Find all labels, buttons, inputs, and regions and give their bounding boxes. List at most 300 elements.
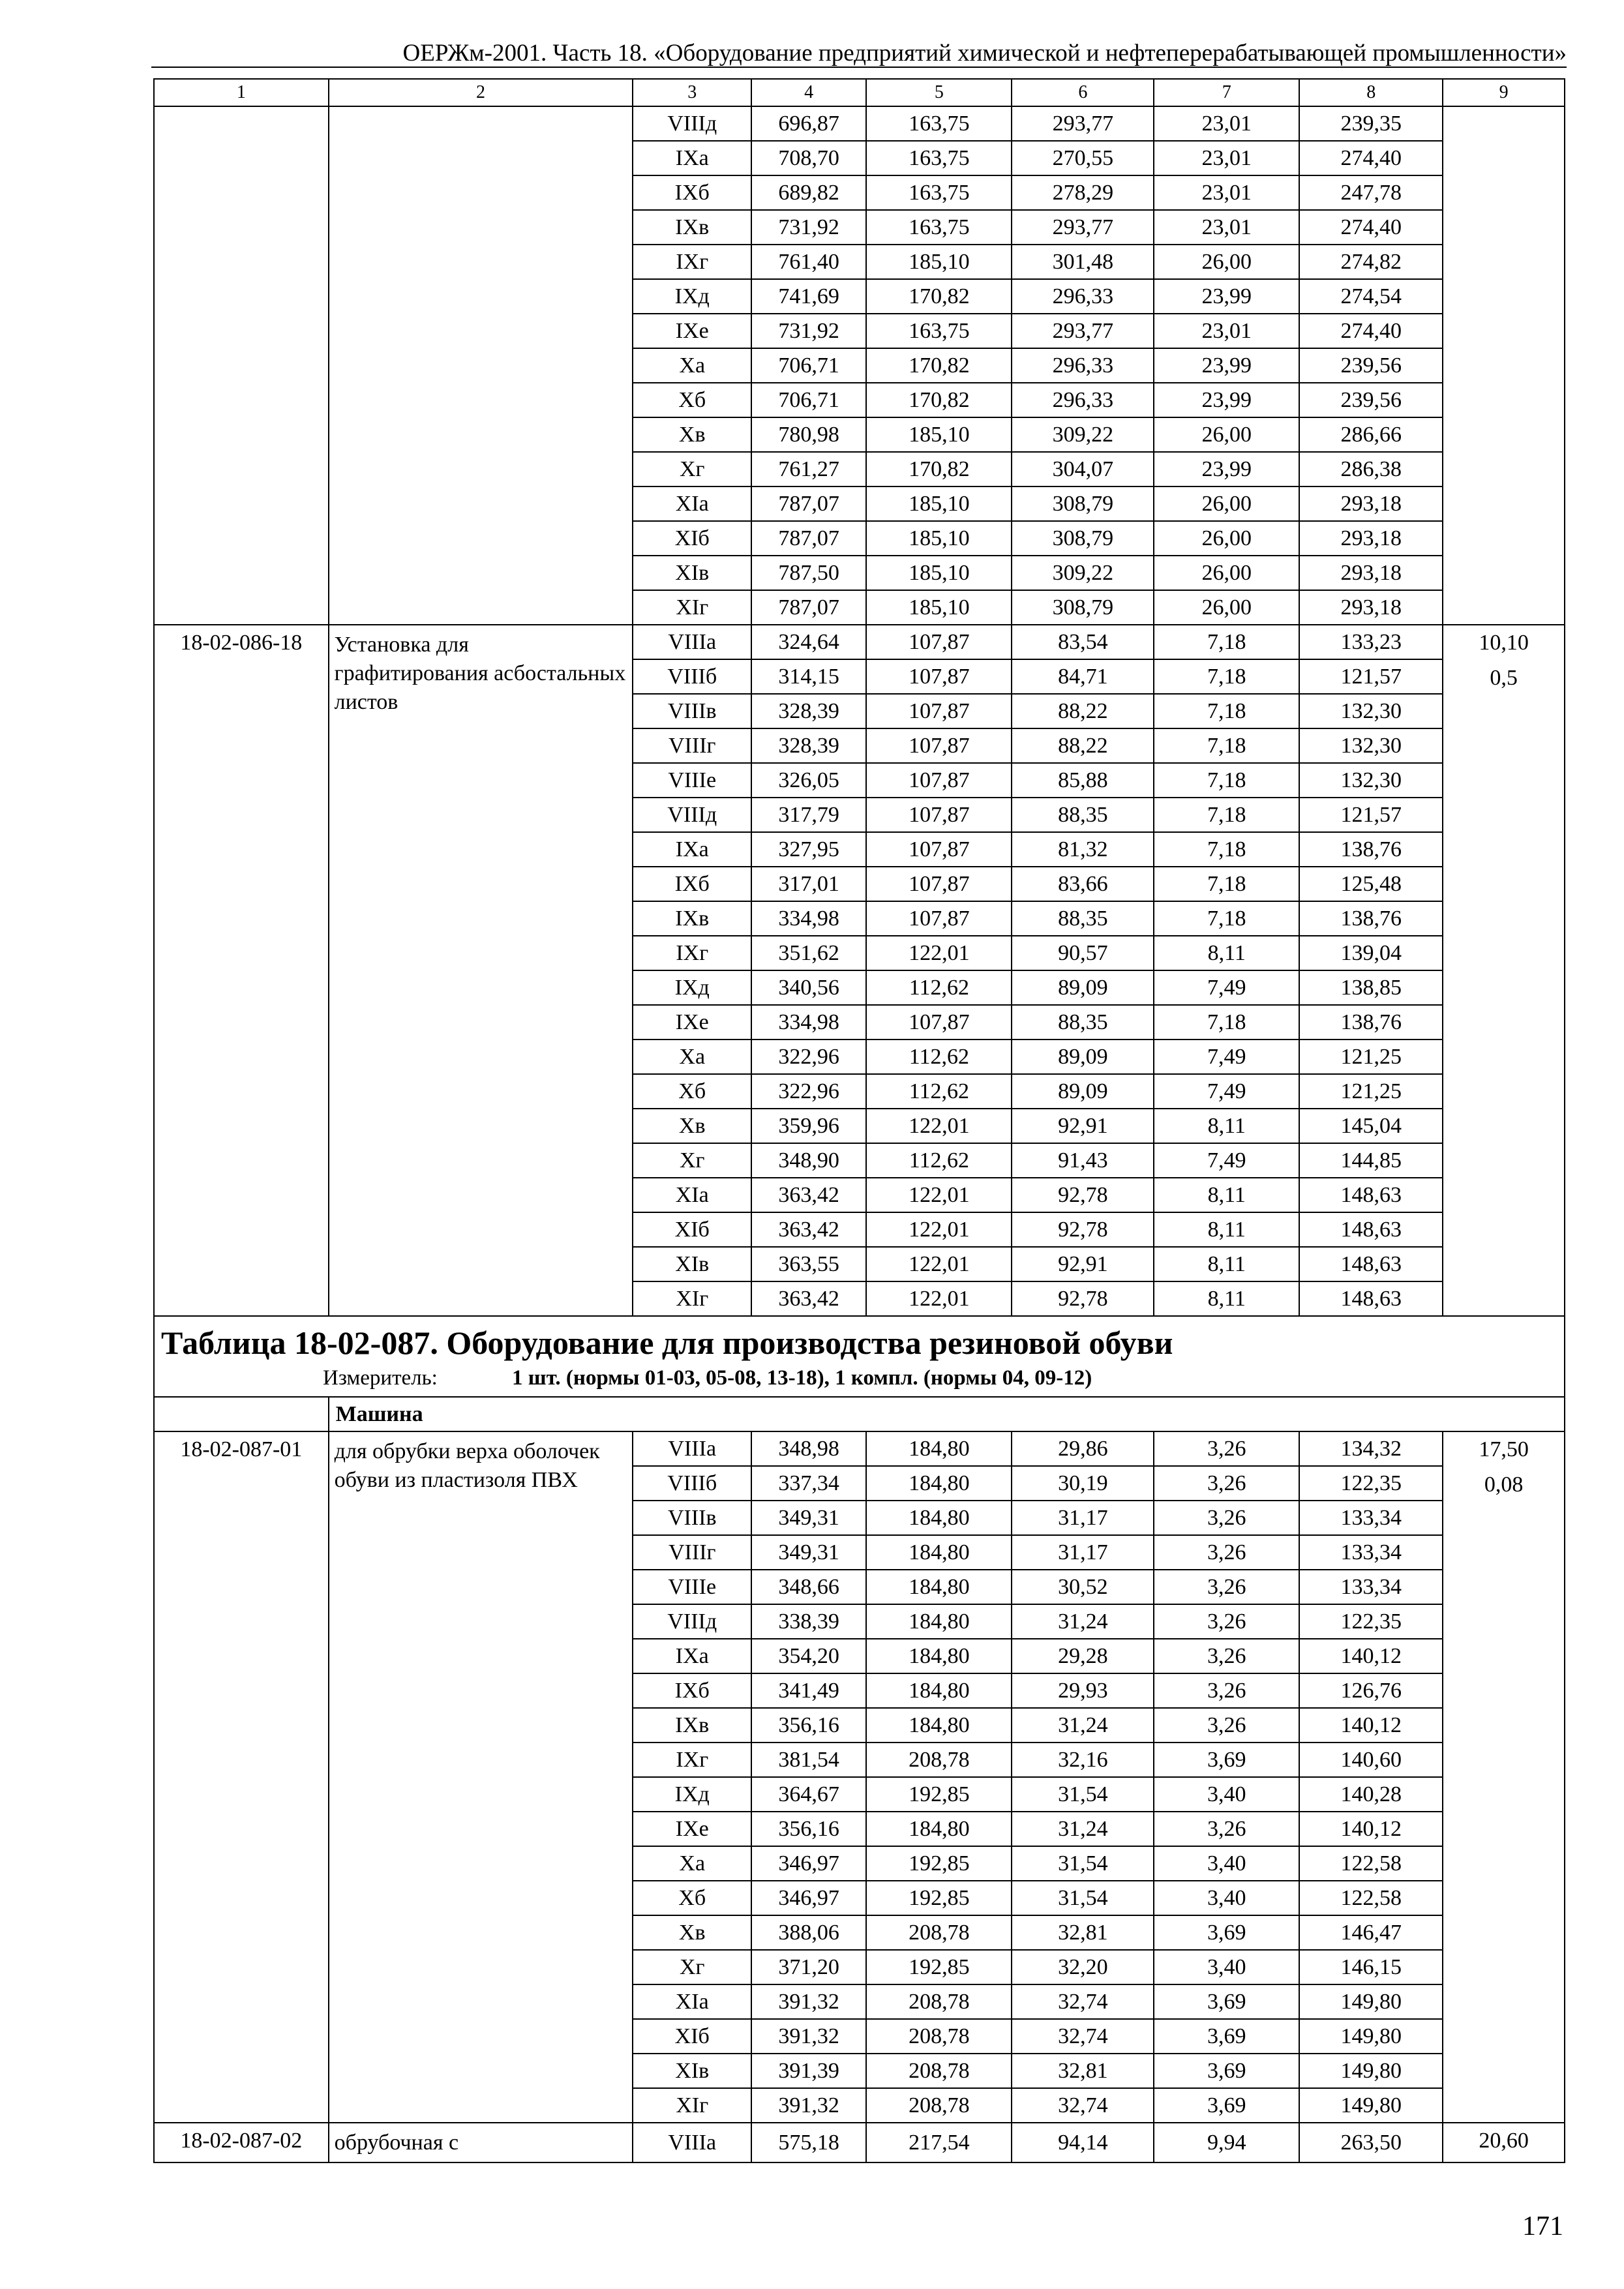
value-cell: 163,75 [866,141,1012,175]
value-cell: 184,80 [866,1535,1012,1570]
value-cell: 192,85 [866,1846,1012,1881]
value-cell: 301,48 [1012,245,1154,279]
value-cell: 356,16 [751,1812,866,1846]
value-cell: 7,18 [1154,867,1299,901]
value-cell: 112,62 [866,1040,1012,1074]
note-value: 10,10 [1479,631,1529,655]
zone-cell: VIIIг [633,1535,751,1570]
notes-cell [1443,2123,1565,2162]
value-cell: 326,05 [751,763,866,798]
zone-cell: IXг [633,245,751,279]
zone-cell: XIг [633,1281,751,1316]
value-cell: 88,22 [1012,694,1154,728]
value-cell: 348,98 [751,1431,866,1466]
value-cell: 317,01 [751,867,866,901]
value-cell: 274,40 [1299,210,1443,245]
value-cell: 185,10 [866,521,1012,556]
zone-cell: Xб [633,1881,751,1915]
value-cell: 3,26 [1154,1639,1299,1673]
value-cell: 7,18 [1154,659,1299,694]
value-cell: 184,80 [866,1673,1012,1708]
value-cell: 107,87 [866,901,1012,936]
value-cell: 122,01 [866,1178,1012,1212]
zone-cell: XIа [633,1178,751,1212]
value-cell: 144,85 [1299,1143,1443,1178]
value-cell: 8,11 [1154,1178,1299,1212]
value-cell: 334,98 [751,1005,866,1040]
value-cell: 23,01 [1154,210,1299,245]
value-cell: 308,79 [1012,521,1154,556]
value-cell: 185,10 [866,556,1012,590]
zone-cell: VIIIб [633,659,751,694]
value-cell: 133,23 [1299,625,1443,659]
zone-cell: VIIIе [633,763,751,798]
table-row [154,106,1565,141]
zone-cell: Xб [633,1074,751,1109]
zone-cell: IXг [633,1743,751,1777]
value-cell: 133,34 [1299,1535,1443,1570]
value-cell: 274,40 [1299,314,1443,348]
value-cell: 324,64 [751,625,866,659]
value-cell: 359,96 [751,1109,866,1143]
zone-cell: IXб [633,867,751,901]
value-cell: 23,01 [1154,314,1299,348]
table-row [154,1431,1565,1466]
column-number: 8 [1299,79,1443,106]
value-cell: 107,87 [866,728,1012,763]
value-cell: 8,11 [1154,1281,1299,1316]
value-cell: 31,54 [1012,1881,1154,1915]
zone-cell: Xа [633,348,751,383]
value-cell: 29,86 [1012,1431,1154,1466]
value-cell: 708,70 [751,141,866,175]
value-cell: 575,18 [751,2123,866,2162]
value-cell: 8,11 [1154,936,1299,970]
zone-cell: IXд [633,970,751,1005]
zone-cell: Xв [633,1109,751,1143]
value-cell: 346,97 [751,1881,866,1915]
value-cell: 132,30 [1299,694,1443,728]
value-cell: 293,18 [1299,521,1443,556]
value-cell: 122,01 [866,1212,1012,1247]
value-cell: 163,75 [866,210,1012,245]
value-cell: 348,66 [751,1570,866,1604]
value-cell: 388,06 [751,1915,866,1950]
value-cell: 371,20 [751,1950,866,1984]
norm-name: обрубочная с [329,2123,633,2162]
zone-cell: Xв [633,417,751,452]
value-cell: 296,33 [1012,279,1154,314]
value-cell: 112,62 [866,970,1012,1005]
value-cell: 787,50 [751,556,866,590]
zone-cell: Xг [633,452,751,486]
value-cell: 293,18 [1299,556,1443,590]
value-cell: 148,63 [1299,1178,1443,1212]
value-cell: 3,69 [1154,2054,1299,2088]
unit-line [161,1364,1557,1392]
value-cell: 274,82 [1299,245,1443,279]
value-cell: 328,39 [751,728,866,763]
zone-cell: Xв [633,1915,751,1950]
value-cell: 3,26 [1154,1604,1299,1639]
note-value: 0,5 [1490,665,1518,690]
value-cell: 112,62 [866,1074,1012,1109]
running-header [151,38,1567,68]
note-value: 20,60 [1479,2129,1529,2153]
value-cell: 83,54 [1012,625,1154,659]
table-row [154,625,1565,659]
value-cell: 7,49 [1154,970,1299,1005]
value-cell: 8,11 [1154,1247,1299,1281]
value-cell: 32,81 [1012,1915,1154,1950]
value-cell: 217,54 [866,2123,1012,2162]
column-number: 3 [633,79,751,106]
value-cell: 3,26 [1154,1570,1299,1604]
value-cell: 314,15 [751,659,866,694]
value-cell: 780,98 [751,417,866,452]
value-cell: 7,49 [1154,1040,1299,1074]
zone-cell: Xа [633,1040,751,1074]
value-cell: 8,11 [1154,1212,1299,1247]
value-cell: 278,29 [1012,175,1154,210]
value-cell: 170,82 [866,452,1012,486]
value-cell: 184,80 [866,1708,1012,1743]
table-row [154,2123,1565,2162]
value-cell: 170,82 [866,348,1012,383]
zone-cell: XIв [633,2054,751,2088]
value-cell: 122,58 [1299,1846,1443,1881]
value-cell: 112,62 [866,1143,1012,1178]
value-cell: 391,39 [751,2054,866,2088]
value-cell: 146,15 [1299,1950,1443,1984]
value-cell: 107,87 [866,763,1012,798]
value-cell: 337,34 [751,1466,866,1501]
value-cell: 121,57 [1299,659,1443,694]
value-cell: 122,01 [866,1247,1012,1281]
value-cell: 140,60 [1299,1743,1443,1777]
value-cell: 334,98 [751,901,866,936]
zone-cell: VIIIд [633,1604,751,1639]
column-number: 7 [1154,79,1299,106]
norm-code: 18-02-087-02 [154,2123,329,2162]
value-cell: 132,30 [1299,763,1443,798]
value-cell: 293,77 [1012,210,1154,245]
value-cell: 29,93 [1012,1673,1154,1708]
value-cell: 185,10 [866,417,1012,452]
value-cell: 7,49 [1154,1143,1299,1178]
value-cell: 356,16 [751,1708,866,1743]
zone-cell: VIIIа [633,2123,751,2162]
value-cell: 126,76 [1299,1673,1443,1708]
zone-cell: IXв [633,1708,751,1743]
notes-cell [1443,1431,1565,2123]
value-cell: 239,56 [1299,383,1443,417]
value-cell: 308,79 [1012,486,1154,521]
value-cell: 348,90 [751,1143,866,1178]
value-cell: 7,18 [1154,728,1299,763]
value-cell: 146,47 [1299,1915,1443,1950]
norm-name [329,106,633,625]
value-cell: 90,57 [1012,936,1154,970]
value-cell: 3,69 [1154,2088,1299,2123]
value-cell: 26,00 [1154,245,1299,279]
value-cell: 741,69 [751,279,866,314]
zone-cell: VIIIг [633,728,751,763]
zone-cell: Xа [633,1846,751,1881]
value-cell: 23,99 [1154,279,1299,314]
zone-cell: IXа [633,1639,751,1673]
zone-cell: IXб [633,1673,751,1708]
value-cell: 32,74 [1012,2088,1154,2123]
value-cell: 3,69 [1154,1984,1299,2019]
zone-cell: VIIIа [633,625,751,659]
value-cell: 107,87 [866,694,1012,728]
value-cell: 89,09 [1012,1040,1154,1074]
value-cell: 184,80 [866,1501,1012,1535]
value-cell: 91,43 [1012,1143,1154,1178]
value-cell: 170,82 [866,279,1012,314]
value-cell: 309,22 [1012,417,1154,452]
zone-cell: IXд [633,279,751,314]
value-cell: 208,78 [866,1915,1012,1950]
value-cell: 89,09 [1012,970,1154,1005]
value-cell: 274,40 [1299,141,1443,175]
value-cell: 7,18 [1154,798,1299,832]
zone-cell: IXе [633,314,751,348]
value-cell: 122,35 [1299,1604,1443,1639]
value-cell: 3,26 [1154,1535,1299,1570]
value-cell: 349,31 [751,1535,866,1570]
value-cell: 7,49 [1154,1074,1299,1109]
value-cell: 9,94 [1154,2123,1299,2162]
value-cell: 296,33 [1012,383,1154,417]
value-cell: 122,01 [866,1281,1012,1316]
value-cell: 340,56 [751,970,866,1005]
value-cell: 121,25 [1299,1074,1443,1109]
value-cell: 787,07 [751,521,866,556]
zone-cell: VIIIв [633,1501,751,1535]
value-cell: 363,55 [751,1247,866,1281]
value-cell: 107,87 [866,832,1012,867]
column-number-row [154,79,1565,106]
value-cell: 170,82 [866,383,1012,417]
value-cell: 351,62 [751,936,866,970]
zone-cell: IXе [633,1005,751,1040]
value-cell: 31,54 [1012,1846,1154,1881]
value-cell: 107,87 [866,659,1012,694]
value-cell: 761,27 [751,452,866,486]
value-cell: 26,00 [1154,590,1299,625]
value-cell: 184,80 [866,1570,1012,1604]
value-cell: 23,01 [1154,175,1299,210]
zone-cell: VIIIв [633,694,751,728]
zone-cell: IXв [633,901,751,936]
zone-cell: VIIIб [633,1466,751,1501]
zone-cell: XIа [633,1984,751,2019]
notes-cell [1443,625,1565,1316]
value-cell: 134,32 [1299,1431,1443,1466]
value-cell: 363,42 [751,1281,866,1316]
value-cell: 349,31 [751,1501,866,1535]
value-cell: 338,39 [751,1604,866,1639]
value-cell: 3,26 [1154,1466,1299,1501]
value-cell: 122,35 [1299,1466,1443,1501]
value-cell: 184,80 [866,1431,1012,1466]
zone-cell: VIIIе [633,1570,751,1604]
value-cell: 138,85 [1299,970,1443,1005]
value-cell: 270,55 [1012,141,1154,175]
zone-cell: VIIIа [633,1431,751,1466]
value-cell: 31,54 [1012,1777,1154,1812]
value-cell: 761,40 [751,245,866,279]
zone-cell: Xг [633,1950,751,1984]
value-cell: 163,75 [866,106,1012,141]
value-cell: 107,87 [866,867,1012,901]
value-cell: 3,26 [1154,1673,1299,1708]
value-cell: 328,39 [751,694,866,728]
value-cell: 88,35 [1012,1005,1154,1040]
value-cell: 92,78 [1012,1178,1154,1212]
value-cell: 26,00 [1154,486,1299,521]
section-heading [154,1316,1565,1397]
value-cell: 92,91 [1012,1109,1154,1143]
value-cell: 296,33 [1012,348,1154,383]
zone-cell: IXб [633,175,751,210]
value-cell: 787,07 [751,590,866,625]
value-cell: 107,87 [866,798,1012,832]
value-cell: 192,85 [866,1950,1012,1984]
value-cell: 23,01 [1154,141,1299,175]
value-cell: 3,26 [1154,1812,1299,1846]
value-cell: 107,87 [866,1005,1012,1040]
zone-cell: XIг [633,2088,751,2123]
value-cell: 88,22 [1012,728,1154,763]
value-cell: 317,79 [751,798,866,832]
column-number: 2 [329,79,633,106]
value-cell: 184,80 [866,1466,1012,1501]
unit-label: Измеритель: [323,1366,438,1390]
value-cell: 7,18 [1154,1005,1299,1040]
value-cell: 7,18 [1154,625,1299,659]
value-cell: 363,42 [751,1212,866,1247]
value-cell: 85,88 [1012,763,1154,798]
value-cell: 88,35 [1012,798,1154,832]
header-rule [151,67,1567,68]
value-cell: 140,28 [1299,1777,1443,1812]
zone-cell: XIб [633,2019,751,2054]
value-cell: 30,19 [1012,1466,1154,1501]
value-cell: 3,40 [1154,1881,1299,1915]
value-cell: 3,26 [1154,1708,1299,1743]
value-cell: 29,28 [1012,1639,1154,1673]
zone-cell: IXд [633,1777,751,1812]
value-cell: 192,85 [866,1777,1012,1812]
norm-name: для обрубки верха оболочек обуви из пластизоля ПВХ [329,1431,633,2123]
norm-name: Установка для графитирования асбостальных листов [329,625,633,1316]
page-number: 171 [1522,2211,1563,2241]
value-cell: 7,18 [1154,832,1299,867]
value-cell: 138,76 [1299,901,1443,936]
zone-cell: XIб [633,521,751,556]
value-cell: 31,17 [1012,1501,1154,1535]
value-cell: 132,30 [1299,728,1443,763]
value-cell: 3,69 [1154,1915,1299,1950]
value-cell: 31,24 [1012,1604,1154,1639]
value-cell: 133,34 [1299,1501,1443,1535]
note-value: 0,08 [1484,1472,1524,1497]
value-cell: 163,75 [866,175,1012,210]
subheading: Машина [329,1397,1565,1431]
value-cell: 139,04 [1299,936,1443,970]
zone-cell: IXг [633,936,751,970]
value-cell: 185,10 [866,590,1012,625]
value-cell: 3,69 [1154,2019,1299,2054]
value-cell: 89,09 [1012,1074,1154,1109]
value-cell: 391,32 [751,2019,866,2054]
value-cell: 208,78 [866,1743,1012,1777]
value-cell: 286,38 [1299,452,1443,486]
value-cell: 185,10 [866,245,1012,279]
value-cell: 239,35 [1299,106,1443,141]
value-cell: 208,78 [866,2019,1012,2054]
value-cell: 92,91 [1012,1247,1154,1281]
section-row [154,1316,1565,1397]
value-cell: 293,18 [1299,486,1443,521]
note-value: 17,50 [1479,1437,1529,1461]
rates-table [153,78,1565,2163]
value-cell: 364,67 [751,1777,866,1812]
value-cell: 391,32 [751,2088,866,2123]
value-cell: 31,24 [1012,1812,1154,1846]
zone-cell: XIв [633,556,751,590]
value-cell: 148,63 [1299,1247,1443,1281]
value-cell: 26,00 [1154,417,1299,452]
zone-cell: XIв [633,1247,751,1281]
value-cell: 346,97 [751,1846,866,1881]
value-cell: 149,80 [1299,2088,1443,2123]
blank-cell [154,1397,329,1431]
value-cell: 308,79 [1012,590,1154,625]
value-cell: 121,57 [1299,798,1443,832]
value-cell: 32,74 [1012,1984,1154,2019]
value-cell: 32,16 [1012,1743,1154,1777]
value-cell: 140,12 [1299,1708,1443,1743]
value-cell: 304,07 [1012,452,1154,486]
value-cell: 731,92 [751,314,866,348]
value-cell: 8,11 [1154,1109,1299,1143]
unit-value: 1 шт. (нормы 01-03, 05-08, 13-18), 1 компл. (нормы 04, 09-12) [512,1366,1092,1390]
zone-cell: Xб [633,383,751,417]
value-cell: 208,78 [866,1984,1012,2019]
value-cell: 32,20 [1012,1950,1154,1984]
value-cell: 121,25 [1299,1040,1443,1074]
value-cell: 322,96 [751,1074,866,1109]
value-cell: 3,40 [1154,1777,1299,1812]
value-cell: 149,80 [1299,2054,1443,2088]
column-number: 6 [1012,79,1154,106]
value-cell: 138,76 [1299,1005,1443,1040]
value-cell: 140,12 [1299,1812,1443,1846]
value-cell: 3,26 [1154,1501,1299,1535]
column-number: 4 [751,79,866,106]
value-cell: 88,35 [1012,901,1154,936]
value-cell: 149,80 [1299,1984,1443,2019]
value-cell: 696,87 [751,106,866,141]
value-cell: 3,40 [1154,1950,1299,1984]
value-cell: 381,54 [751,1743,866,1777]
value-cell: 247,78 [1299,175,1443,210]
value-cell: 184,80 [866,1604,1012,1639]
